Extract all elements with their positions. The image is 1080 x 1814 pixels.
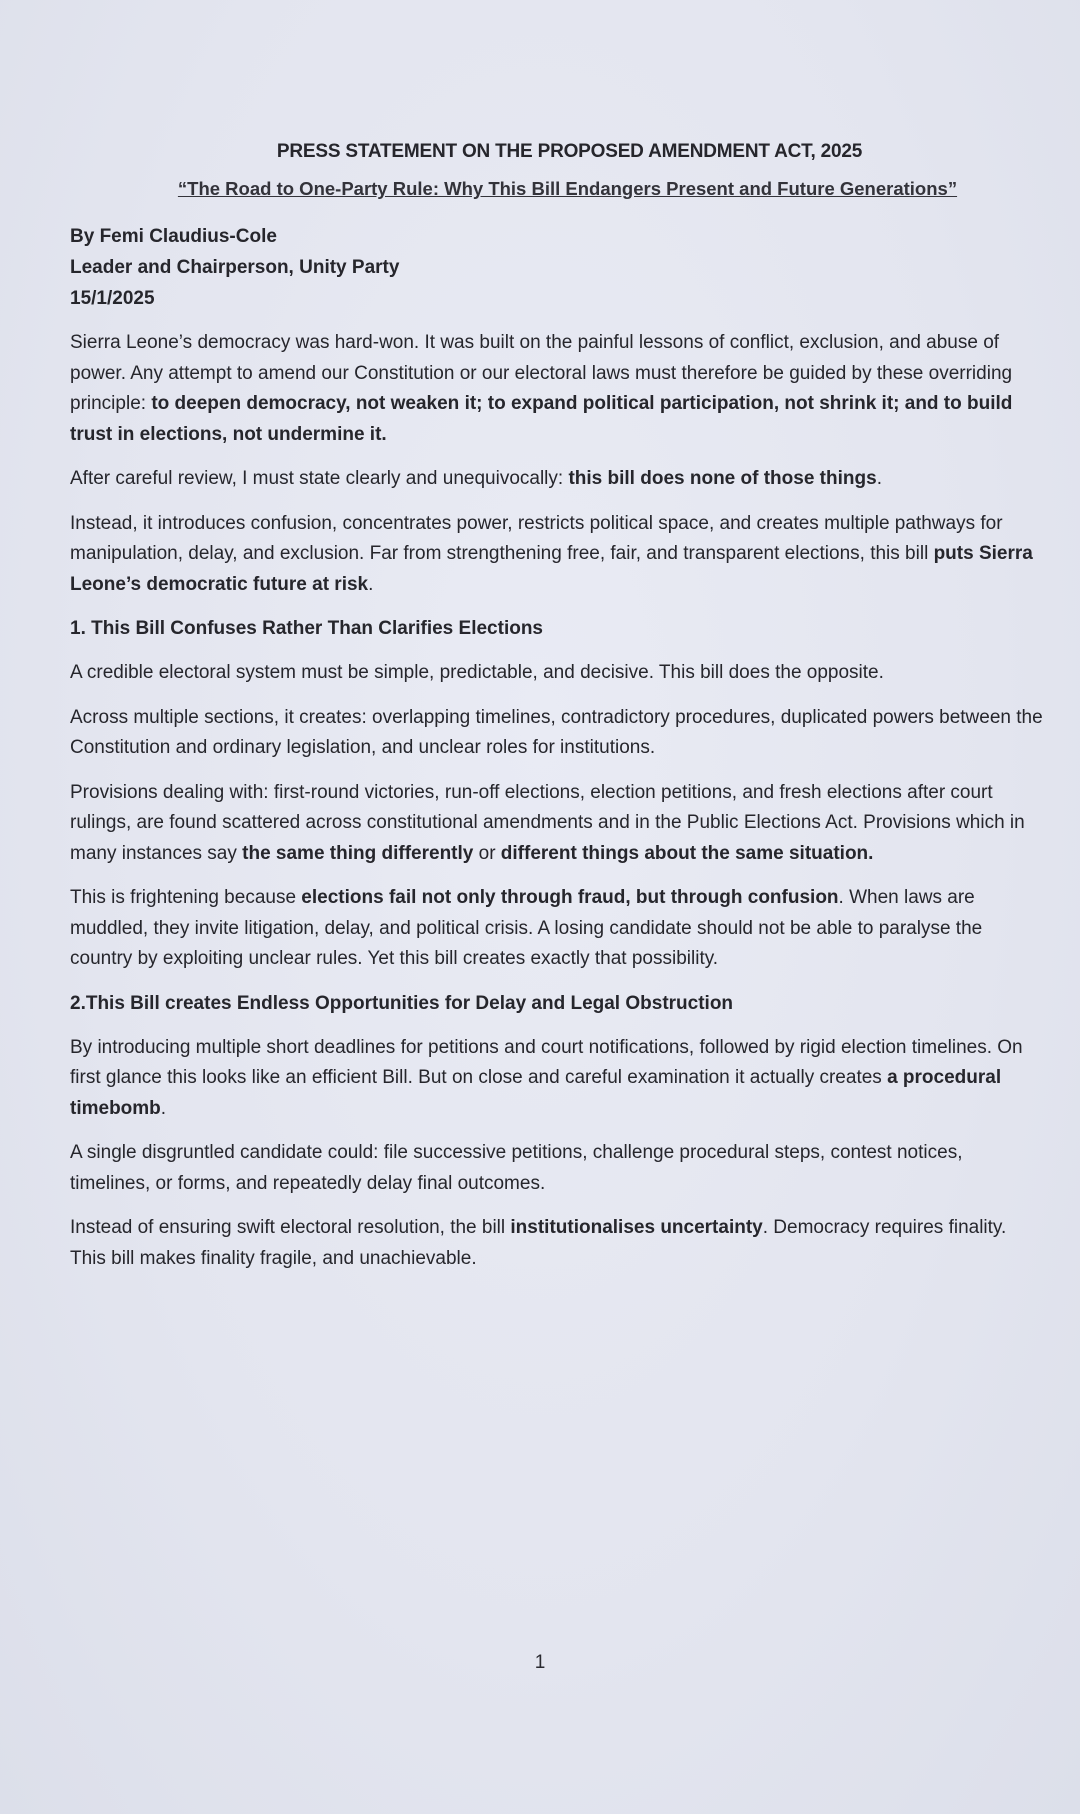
document-subtitle: “The Road to One-Party Rule: Why This Bill Endangers Present and Future Generations” <box>177 178 958 199</box>
text-run: . Democracy requires finality. This bill makes finality fragile, and unachievable. <box>70 1217 1007 1269</box>
author-name: By Femi Claudius-Cole <box>70 226 277 247</box>
paragraph-frightening <box>70 883 1045 975</box>
text-run: . <box>876 468 882 489</box>
text-run: After careful review, I must state clearly and unequivocally: <box>70 468 569 489</box>
bold-run: the same thing differently <box>242 842 474 864</box>
text-run: . When laws are muddled, they invite litigation, delay, and political crisis. A losing candidate should not be able to paralyse the country by exploiting unclear rules. Yet this bill creates exactly that possibility. <box>70 887 983 969</box>
paragraph-instead <box>70 509 1045 601</box>
text-run: Sierra Leone’s democracy was hard-won. It was built on the painful lessons of conflict, exclusion, and abuse of power. Any attempt to amend our Constitution or our electoral laws must therefore be guided by these overriding principle: <box>70 332 1013 414</box>
paragraph-review <box>70 464 1045 495</box>
author-role: Leader and Chairperson, Unity Party <box>70 257 400 278</box>
text-run: Provisions dealing with: first-round victories, run-off elections, election petitions, and fresh elections after court rulings, are found scattered across constitutional amendments and in the Public Elections Act. Provisions which in many instances say <box>70 781 1025 864</box>
text-run: . <box>368 573 374 595</box>
bold-run: to deepen democracy, not weaken it; to expand political participation, not shrink it; and to build trust in elections, not undermine it <box>70 393 1013 445</box>
paragraph-deadlines <box>70 1033 1045 1125</box>
bold-run: puts Sierra Leone’s democratic future at risk <box>70 543 1033 595</box>
bold-run: institutionalises uncertainty <box>510 1217 763 1238</box>
bold-run: . <box>381 423 387 445</box>
bold-run: . <box>868 842 874 864</box>
text-run: Instead of ensuring swift electoral resolution, the bill <box>70 1217 511 1238</box>
document-body <box>70 140 1045 1274</box>
paragraph-disgruntled: A single disgruntled candidate could: file successive petitions, challenge procedural steps, contest notices, timelines, or forms, and repeatedly delay final outcomes. <box>70 1142 963 1194</box>
page-number: 1 <box>534 1652 546 1673</box>
text-run: Instead, it introduces confusion, concentrates power, restricts political space, and creates multiple pathways for manipulation, delay, and exclusion. Far from strengthening free, fair, and transparent elections, this bill <box>70 512 1003 564</box>
document-title: PRESS STATEMENT ON THE PROPOSED AMENDMENT ACT, 2025 <box>276 141 863 162</box>
section-heading-2: 2.This Bill creates Endless Opportunities for Delay and Legal Obstruction <box>70 992 734 1014</box>
statement-date: 15/1/2025 <box>70 288 155 309</box>
bold-run: different things about the same situation <box>500 842 869 864</box>
paragraph-intro <box>70 328 1045 450</box>
paragraph-credible-system: A credible electoral system must be simple, predictable, and decisive. This bill does the opposite. <box>70 662 884 683</box>
paragraph-provisions <box>70 778 1045 870</box>
paragraph-multiple-sections: Across multiple sections, it creates: overlapping timelines, contradictory procedures, duplicated powers between the Constitution and ordinary legislation, and unclear roles for institutions. <box>70 706 1043 758</box>
bold-run: elections fail not only through fraud, but through confusion <box>301 887 839 908</box>
text-run: or <box>473 842 501 864</box>
text-run: By introducing multiple short deadlines for petitions and court notifications, followed by rigid election timelines. On first glance this looks like an efficient Bill. But on close and careful examination it actually creates <box>70 1036 1023 1088</box>
section-heading-1: 1. This Bill Confuses Rather Than Clarifies Elections <box>70 618 543 639</box>
text-run: This is frightening because <box>70 887 302 908</box>
bold-run: a procedural timebomb <box>70 1067 1002 1119</box>
byline <box>70 221 1045 314</box>
bold-run: this bill does none of those things <box>568 468 877 489</box>
paragraph-finality <box>70 1213 1045 1274</box>
text-run: . <box>160 1097 167 1119</box>
